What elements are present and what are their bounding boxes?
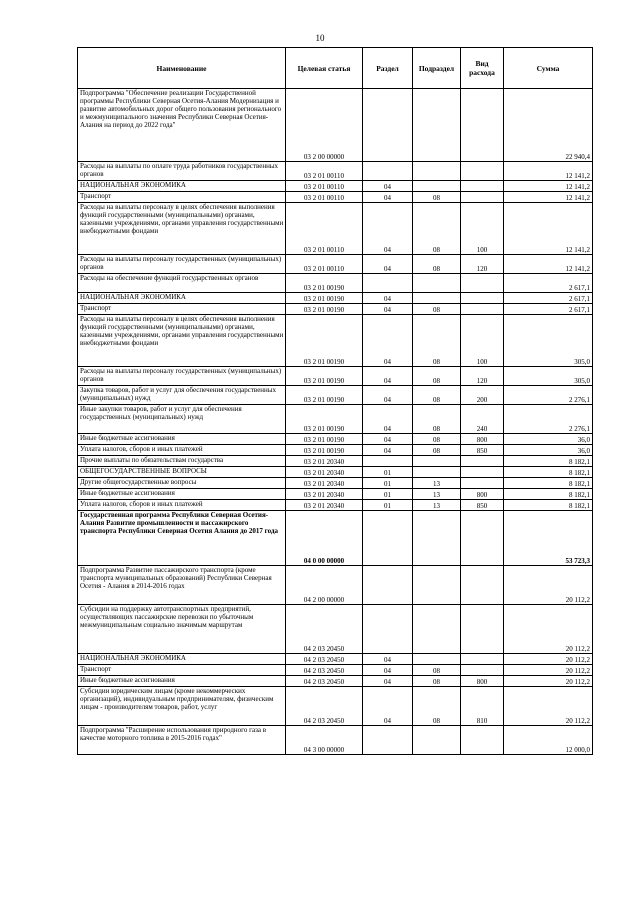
cell-target: 03 2 01 00190: [286, 274, 363, 293]
cell-sum: 12 141,2: [504, 255, 593, 274]
cell-sum: 12 141,2: [504, 181, 593, 192]
cell-expense-type: 810: [461, 687, 504, 726]
cell-sum: 305,0: [504, 367, 593, 386]
cell-sum: 12 141,2: [504, 203, 593, 255]
cell-section: 04: [363, 405, 413, 434]
table-row: [78, 386, 593, 405]
cell-sum: 8 182,1: [504, 500, 593, 511]
cell-subsection: [413, 293, 461, 304]
table-row: [78, 500, 593, 511]
cell-target: 04 2 03 20450: [286, 687, 363, 726]
cell-expense-type: [461, 89, 504, 162]
cell-name: Расходы на выплаты персоналу в целях обеспечения выполнения функций государственными (муниципальными) органами, казенными учреждениями, органами управления государственными внебюджетными фондами: [78, 315, 286, 367]
cell-target: 03 2 01 00190: [286, 315, 363, 367]
cell-name: Иные бюджетные ассигнования: [78, 434, 286, 445]
cell-name: Уплата налогов, сборов и иных платежей: [78, 500, 286, 511]
cell-sum: 53 723,3: [504, 511, 593, 566]
cell-expense-type: 850: [461, 500, 504, 511]
header-name: Наименование: [78, 48, 286, 89]
cell-subsection: [413, 511, 461, 566]
cell-expense-type: [461, 293, 504, 304]
cell-section: 04: [363, 181, 413, 192]
cell-subsection: [413, 605, 461, 654]
table-row: [78, 304, 593, 315]
cell-expense-type: 120: [461, 367, 504, 386]
cell-subsection: 08: [413, 367, 461, 386]
cell-expense-type: [461, 192, 504, 203]
cell-target: 04 2 03 20450: [286, 676, 363, 687]
cell-expense-type: [461, 304, 504, 315]
cell-target: 03 2 01 00190: [286, 304, 363, 315]
cell-section: 01: [363, 489, 413, 500]
cell-sum: 8 182,1: [504, 478, 593, 489]
cell-expense-type: [461, 511, 504, 566]
cell-name: Иные закупки товаров, работ и услуг для обеспечения государственных (муниципальных) нужд: [78, 405, 286, 434]
cell-expense-type: [461, 162, 504, 181]
table-row: [78, 687, 593, 726]
cell-target: 03 2 01 00110: [286, 181, 363, 192]
cell-expense-type: 100: [461, 203, 504, 255]
cell-target: 04 2 03 20450: [286, 654, 363, 665]
cell-section: 04: [363, 315, 413, 367]
cell-section: 04: [363, 192, 413, 203]
cell-target: 03 2 01 00110: [286, 255, 363, 274]
cell-sum: 20 112,2: [504, 605, 593, 654]
cell-target: 03 2 01 20340: [286, 500, 363, 511]
cell-expense-type: [461, 605, 504, 654]
cell-subsection: [413, 89, 461, 162]
cell-subsection: 08: [413, 687, 461, 726]
cell-section: 04: [363, 665, 413, 676]
cell-target: 04 0 00 00000: [286, 511, 363, 566]
cell-sum: 20 112,2: [504, 566, 593, 605]
cell-section: [363, 726, 413, 755]
cell-name: Субсидии юридическим лицам (кроме некоммерческих организаций), индивидуальным предпринимателям, физическим лицам - производителям товаров, работ, услуг: [78, 687, 286, 726]
cell-name: Расходы на обеспечение функций государственных органов: [78, 274, 286, 293]
cell-section: 01: [363, 467, 413, 478]
table-row: [78, 566, 593, 605]
cell-name: Государственная программа Республики Северная Осетия-Алания Развитие промышленности и пассажирского транспорта Республики Северная Осетия Алания до 2017 года: [78, 511, 286, 566]
cell-name: Закупка товаров, работ и услуг для обеспечения государственных (муниципальных) нужд: [78, 386, 286, 405]
cell-expense-type: 200: [461, 386, 504, 405]
cell-target: 03 2 01 20340: [286, 489, 363, 500]
table-row: [78, 255, 593, 274]
cell-target: 03 2 01 20340: [286, 478, 363, 489]
cell-section: [363, 605, 413, 654]
cell-section: 04: [363, 203, 413, 255]
table-row: [78, 489, 593, 500]
budget-table: [77, 47, 593, 755]
cell-expense-type: [461, 478, 504, 489]
table-row: [78, 456, 593, 467]
cell-subsection: [413, 566, 461, 605]
cell-section: 01: [363, 500, 413, 511]
cell-section: 04: [363, 676, 413, 687]
cell-section: [363, 162, 413, 181]
cell-expense-type: 800: [461, 489, 504, 500]
cell-subsection: 13: [413, 489, 461, 500]
cell-subsection: 13: [413, 500, 461, 511]
cell-sum: 36,0: [504, 445, 593, 456]
cell-section: 04: [363, 293, 413, 304]
cell-name: Другие общегосударственные вопросы: [78, 478, 286, 489]
cell-subsection: 08: [413, 445, 461, 456]
cell-name: Уплата налогов, сборов и иных платежей: [78, 445, 286, 456]
cell-section: [363, 456, 413, 467]
cell-subsection: 13: [413, 478, 461, 489]
cell-name: ОБЩЕГОСУДАРСТВЕННЫЕ ВОПРОСЫ: [78, 467, 286, 478]
cell-sum: 12 000,0: [504, 726, 593, 755]
cell-sum: 12 141,2: [504, 162, 593, 181]
cell-subsection: 08: [413, 405, 461, 434]
table-row: [78, 467, 593, 478]
cell-target: 03 2 01 00110: [286, 203, 363, 255]
header-target: Целевая статья: [286, 48, 363, 89]
cell-sum: 36,0: [504, 434, 593, 445]
cell-section: [363, 274, 413, 293]
cell-expense-type: 850: [461, 445, 504, 456]
cell-subsection: 08: [413, 315, 461, 367]
table-row: [78, 162, 593, 181]
table-header-row: [78, 48, 593, 89]
cell-sum: 2 617,1: [504, 304, 593, 315]
table-row: [78, 89, 593, 162]
cell-expense-type: [461, 181, 504, 192]
table-row: [78, 726, 593, 755]
cell-section: 04: [363, 445, 413, 456]
cell-target: 04 2 00 00000: [286, 566, 363, 605]
cell-subsection: [413, 726, 461, 755]
cell-name: НАЦИОНАЛЬНАЯ ЭКОНОМИКА: [78, 181, 286, 192]
cell-sum: 20 112,2: [504, 676, 593, 687]
cell-sum: 8 182,1: [504, 489, 593, 500]
cell-section: [363, 566, 413, 605]
cell-subsection: 08: [413, 192, 461, 203]
cell-section: 01: [363, 478, 413, 489]
cell-target: 04 3 00 00000: [286, 726, 363, 755]
header-section: Раздел: [363, 48, 413, 89]
cell-sum: 2 617,1: [504, 274, 593, 293]
table-row: [78, 654, 593, 665]
cell-expense-type: [461, 665, 504, 676]
cell-expense-type: [461, 456, 504, 467]
cell-section: [363, 511, 413, 566]
cell-target: 03 2 01 20340: [286, 467, 363, 478]
cell-sum: 305,0: [504, 315, 593, 367]
table-row: [78, 203, 593, 255]
cell-subsection: 08: [413, 386, 461, 405]
cell-target: 03 2 01 00190: [286, 405, 363, 434]
table-row: [78, 293, 593, 304]
cell-name: Транспорт: [78, 192, 286, 203]
cell-expense-type: 120: [461, 255, 504, 274]
cell-section: 04: [363, 304, 413, 315]
table-row: [78, 274, 593, 293]
cell-sum: 20 112,2: [504, 665, 593, 676]
table-row: [78, 192, 593, 203]
cell-sum: 8 182,1: [504, 456, 593, 467]
cell-subsection: [413, 162, 461, 181]
cell-sum: 2 276,1: [504, 386, 593, 405]
header-subsection: Подраздел: [413, 48, 461, 89]
cell-name: Расходы на выплаты по оплате труда работников государственных органов: [78, 162, 286, 181]
cell-sum: 20 112,2: [504, 654, 593, 665]
cell-sum: 2 617,1: [504, 293, 593, 304]
cell-expense-type: [461, 726, 504, 755]
cell-name: Транспорт: [78, 665, 286, 676]
cell-sum: 20 112,2: [504, 687, 593, 726]
table-row: [78, 676, 593, 687]
cell-sum: 12 141,2: [504, 192, 593, 203]
cell-subsection: 08: [413, 665, 461, 676]
cell-target: 03 2 01 00190: [286, 367, 363, 386]
table-row: [78, 665, 593, 676]
table-row: [78, 315, 593, 367]
table-row: [78, 367, 593, 386]
table-row: [78, 434, 593, 445]
cell-expense-type: [461, 467, 504, 478]
page-number: 10: [315, 33, 325, 43]
cell-expense-type: 800: [461, 676, 504, 687]
cell-target: 03 2 01 00190: [286, 293, 363, 304]
cell-name: Иные бюджетные ассигнования: [78, 489, 286, 500]
cell-section: [363, 89, 413, 162]
cell-section: 04: [363, 654, 413, 665]
cell-target: 03 2 01 00110: [286, 162, 363, 181]
cell-sum: 2 276,1: [504, 405, 593, 434]
cell-subsection: 08: [413, 434, 461, 445]
cell-subsection: [413, 467, 461, 478]
cell-expense-type: [461, 274, 504, 293]
header-expense-type: Вид расхода: [461, 48, 504, 89]
cell-name: Транспорт: [78, 304, 286, 315]
cell-section: 04: [363, 386, 413, 405]
table-row: [78, 445, 593, 456]
cell-target: 03 2 01 00190: [286, 434, 363, 445]
cell-section: 04: [363, 367, 413, 386]
table-row: [78, 478, 593, 489]
cell-name: НАЦИОНАЛЬНАЯ ЭКОНОМИКА: [78, 293, 286, 304]
cell-subsection: 08: [413, 304, 461, 315]
cell-target: 03 2 01 20340: [286, 456, 363, 467]
table-row: [78, 605, 593, 654]
cell-name: Прочие выплаты по обязательствам государства: [78, 456, 286, 467]
cell-subsection: 08: [413, 255, 461, 274]
cell-subsection: [413, 274, 461, 293]
cell-expense-type: [461, 566, 504, 605]
cell-target: 03 2 00 00000: [286, 89, 363, 162]
cell-subsection: [413, 181, 461, 192]
cell-subsection: 08: [413, 203, 461, 255]
cell-expense-type: 100: [461, 315, 504, 367]
cell-expense-type: 240: [461, 405, 504, 434]
table-row: [78, 511, 593, 566]
cell-name: Подпрограмма "Расширение использования природного газа в качестве моторного топлива в 2015-2016 годах": [78, 726, 286, 755]
table-row: [78, 405, 593, 434]
cell-name: Иные бюджетные ассигнования: [78, 676, 286, 687]
cell-name: Субсидии на поддержку автотранспортных предприятий, осуществляющих пассажирские перевозки по убыточным межмуниципальным социально значимым маршрутам: [78, 605, 286, 654]
cell-subsection: [413, 456, 461, 467]
cell-name: Подпрограмма "Обеспечение реализации Государственной программы Республики Северная Осетия-Алания Модернизация и развитие автомобильных дорог общего пользования регионального и межмуниципального значения Республики Северная Осетия-Алания на период до 2022 года": [78, 89, 286, 162]
cell-name: Расходы на выплаты персоналу в целях обеспечения выполнения функций государственными (муниципальными) органами, казенными учреждениями, органами управления государственными внебюджетными фондами: [78, 203, 286, 255]
cell-sum: 22 940,4: [504, 89, 593, 162]
cell-target: 03 2 01 00190: [286, 386, 363, 405]
cell-section: 04: [363, 434, 413, 445]
cell-expense-type: [461, 654, 504, 665]
cell-subsection: 08: [413, 676, 461, 687]
cell-section: 04: [363, 687, 413, 726]
cell-subsection: [413, 654, 461, 665]
cell-target: 04 2 03 20450: [286, 605, 363, 654]
cell-target: 03 2 01 00190: [286, 445, 363, 456]
cell-name: Подпрограмма Развитие пассажирского транспорта (кроме транспорта муниципальных образований) Республики Северная Осетия - Алания в 2014-2016 годах: [78, 566, 286, 605]
cell-name: Расходы на выплаты персоналу государственных (муниципальных) органов: [78, 255, 286, 274]
table-row: [78, 181, 593, 192]
cell-name: Расходы на выплаты персоналу государственных (муниципальных) органов: [78, 367, 286, 386]
cell-name: НАЦИОНАЛЬНАЯ ЭКОНОМИКА: [78, 654, 286, 665]
cell-sum: 8 182,1: [504, 467, 593, 478]
cell-target: 03 2 01 00110: [286, 192, 363, 203]
header-sum: Сумма: [504, 48, 593, 89]
cell-expense-type: 800: [461, 434, 504, 445]
cell-target: 04 2 03 20450: [286, 665, 363, 676]
cell-section: 04: [363, 255, 413, 274]
